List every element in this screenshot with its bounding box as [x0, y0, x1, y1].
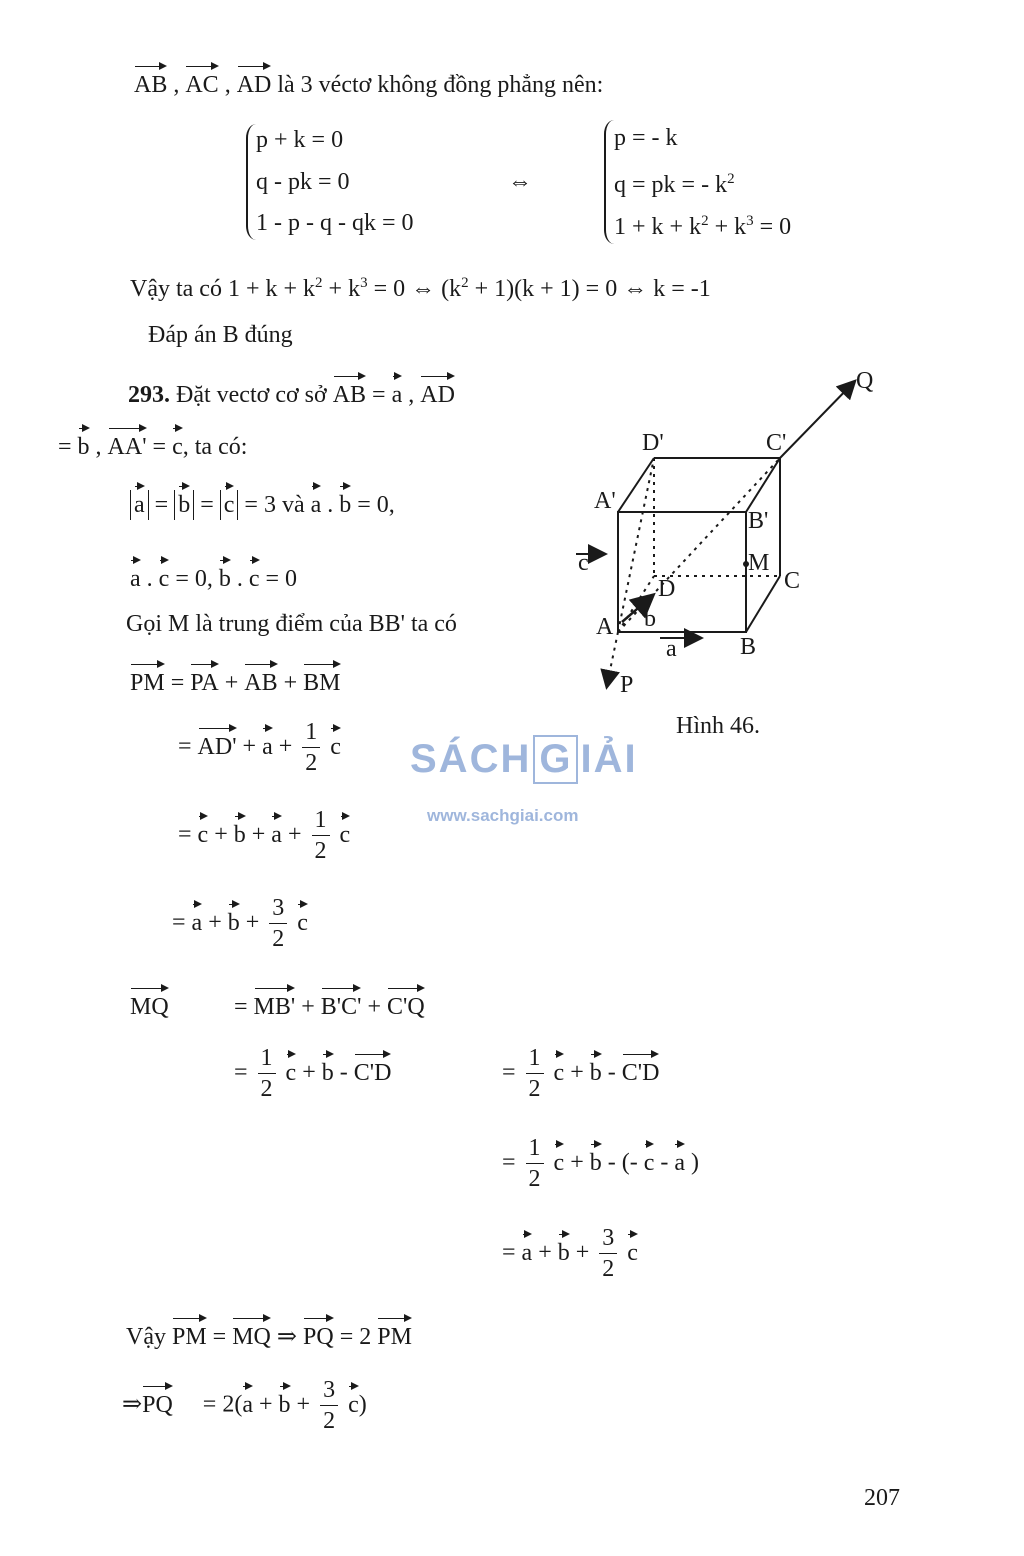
cube-front-face	[618, 512, 746, 632]
label-d: D	[658, 576, 676, 602]
pm-step-2: = c + b + a + $\frac{1}{2}$ c	[178, 807, 351, 865]
label-b1: B'	[748, 508, 769, 534]
problem-intro-2: = b , AA' = c, ta có:	[58, 434, 248, 460]
sys-right-3: $1 + k + k^2 + k^3 = 0$	[614, 213, 792, 240]
equivalence-symbol: ⇔	[508, 169, 532, 195]
conclusion-line: Vậy ta có $1 + k + k^2 + k^3 = 0$ ⇔ $(k^2 + 1)(k + 1) = 0$ ⇔ k = -1	[130, 275, 711, 302]
p-arrow	[607, 676, 609, 686]
line-noncoplanar: AB , AC , AD là 3 véctơ không đồng phẳng nên:	[134, 72, 604, 98]
sys-left-3: 1 - p - q - qk = 0	[256, 210, 414, 236]
label-vec-a: a	[666, 636, 677, 662]
mq-step-2: = $\frac{1}{2}$ c + b - C'D	[502, 1045, 660, 1103]
sys-right-1: p = - k	[614, 125, 678, 151]
label-b: B	[740, 634, 757, 660]
cq-arrow	[780, 382, 854, 458]
sys-left-2: q - pk = 0	[256, 169, 350, 195]
mq-line: MQ	[130, 994, 169, 1020]
midpoint-text: Gọi M là trung điểm của BB' ta có	[126, 611, 457, 637]
figure-caption: Hình 46.	[676, 713, 760, 739]
norms-line: a = b = c = 3 và a . b = 0,	[130, 490, 395, 517]
mq-step-1: = $\frac{1}{2}$ c + b - C'D	[234, 1045, 392, 1103]
label-d1: D'	[642, 430, 664, 456]
label-vec-c: c	[578, 550, 589, 576]
problem-number: 293.	[128, 382, 170, 408]
pm-line: PM = PA + AB + BM	[130, 670, 341, 696]
noncoplanar-text: là 3 véctơ không đồng phẳng nên:	[277, 72, 604, 98]
label-a1: A'	[594, 488, 616, 514]
label-m: M	[748, 550, 770, 576]
vay-line: Vậy PM = MQ ⇒ PQ = 2 PM	[126, 1324, 412, 1350]
label-vec-b: b	[644, 606, 656, 632]
mq-line-rhs: = MB' + B'C' + C'Q	[234, 994, 425, 1020]
label-q: Q	[856, 368, 874, 394]
final-line: ⇒PQ = 2(a + b + $\frac{3}{2}$ c)	[122, 1377, 367, 1435]
watermark-logo: SÁCH G IẢI	[410, 735, 638, 784]
pm-step-1: = AD' + a + $\frac{1}{2}$ c	[178, 719, 341, 777]
sys-right-2: q = pk = - $k^2$	[614, 171, 735, 198]
vector-ad: AD	[236, 72, 272, 98]
label-c: C	[784, 568, 801, 594]
answer-text: Đáp án B đúng	[148, 322, 293, 348]
cube-figure	[560, 360, 900, 700]
label-c1: C'	[766, 430, 787, 456]
label-a: A	[596, 614, 614, 640]
label-p: P	[620, 672, 634, 698]
mq-step-3: = $\frac{1}{2}$ c + b - (- c - a )	[502, 1135, 700, 1193]
problem-intro: 293. Đặt vectơ cơ sở AB = a , AD	[128, 382, 455, 408]
page-number: 207	[864, 1485, 900, 1511]
sys-left-1: p + k = 0	[256, 127, 344, 153]
vector-ac: AC	[185, 72, 219, 98]
dots-line: a . c = 0, b . c = 0	[130, 566, 298, 592]
watermark-url: www.sachgiai.com	[427, 806, 579, 825]
mq-step-4: = a + b + $\frac{3}{2}$ c	[502, 1225, 638, 1283]
vector-ab: AB	[134, 72, 168, 98]
pm-step-3: = a + b + $\frac{3}{2}$ c	[172, 895, 308, 953]
